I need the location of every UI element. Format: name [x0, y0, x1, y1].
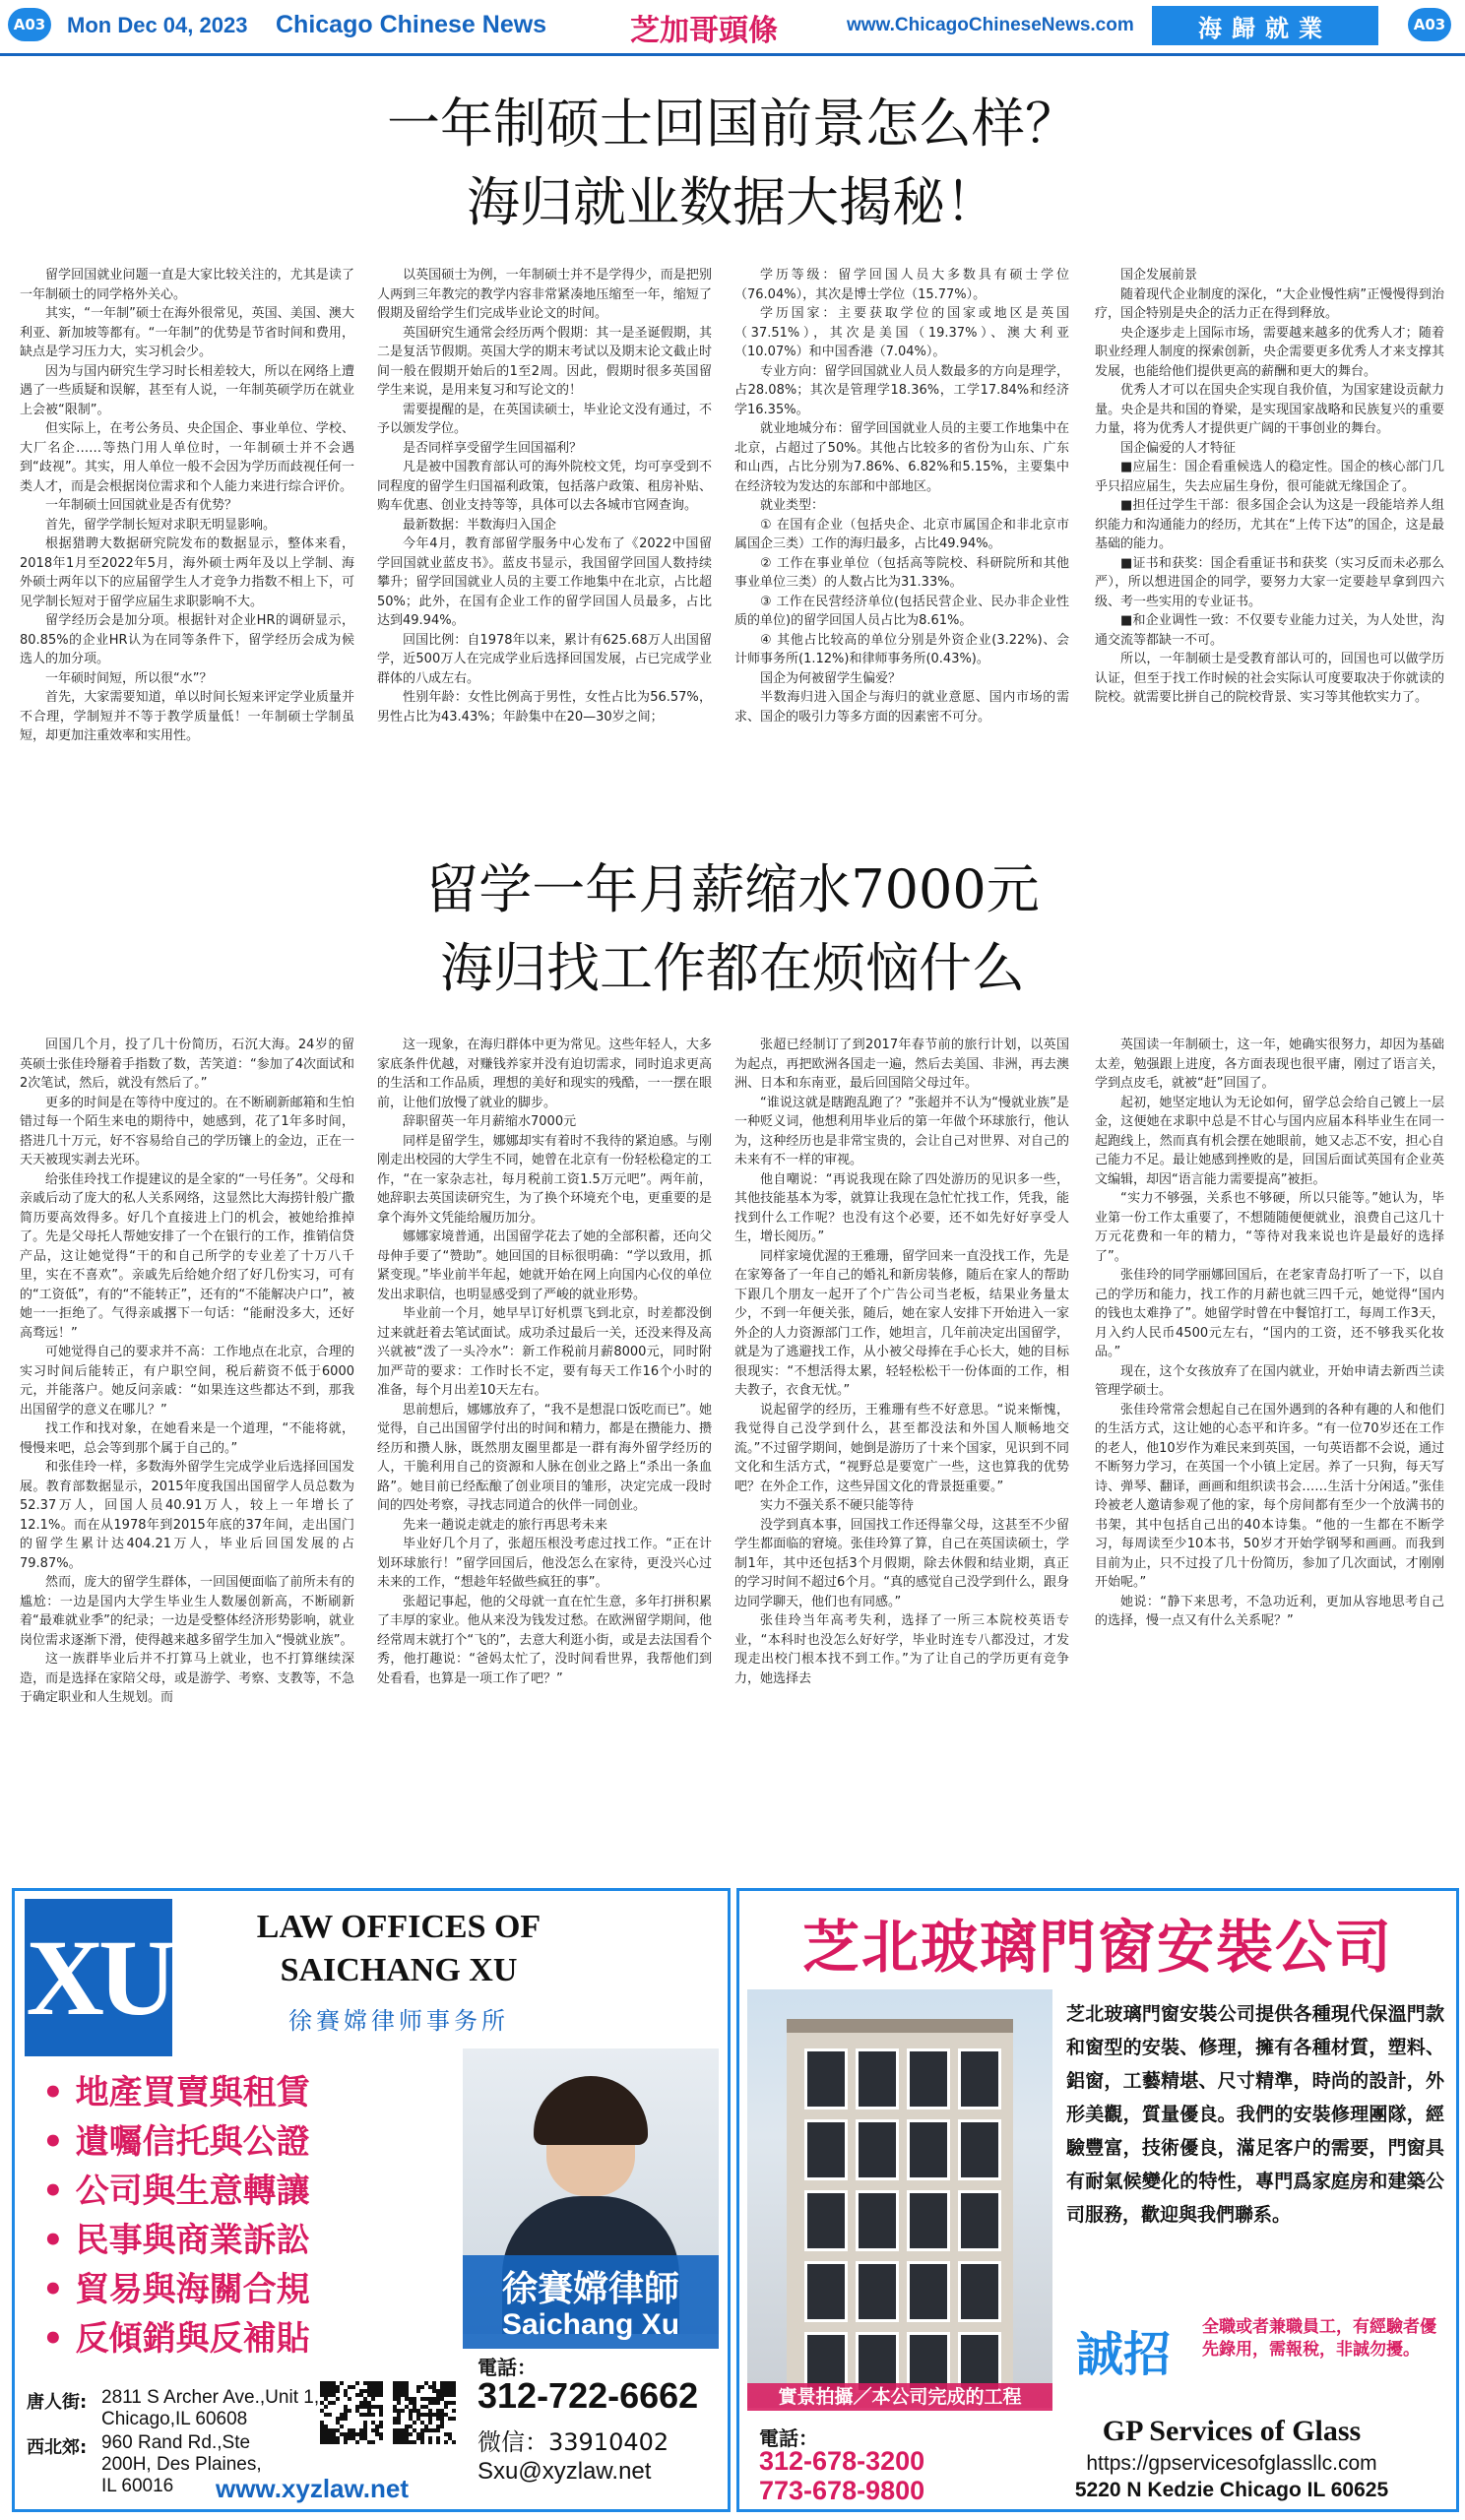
service-label: 民事與商業訴訟: [75, 2221, 310, 2260]
hiring-badge: 誠招: [1076, 2327, 1172, 2382]
glass-phone-1[interactable]: 312-678-3200: [759, 2446, 925, 2476]
article2-column-3: [734, 1036, 1069, 1877]
paragraph: 他自嘲说：“再说我现在除了四处游历的见识多一些，其他技能基本为零，就算让我现在急忙忙找工作，凭我，能找到什么工作呢？也没有这个必要，还不如先好好享受人生，增长阅历。”: [734, 1171, 1069, 1244]
paragraph: 思前想后，娜娜放弃了，“我不是想混口饭吃而已”。她觉得，自己出国留学付出的时间和精力，都是在攒能力、攒经历和攒人脉，既然朋友圈里都是一群有海外留学经历的人，干脆利用自己的资源和人脉在创业之路上“杀出一条血路”。她目前已经酝酿了创业项目的雏形，决定完成一段时间的四处考察，寻找志同道合的伙伴一同创业。: [377, 1402, 712, 1513]
law-wechat: 微信：33910402: [478, 2428, 669, 2456]
paragraph: 实力不强关系不硬只能等待: [760, 1498, 915, 1513]
paragraph: 辞职留英一年月薪缩水7000元: [403, 1114, 577, 1129]
service-label: 地產買賣與租賃: [75, 2073, 310, 2112]
paragraph: 张佳玲的同学丽娜回国后，在老家青岛打听了一下，以自己的学历和能力，找工作的月薪也就三四千元，她觉得“国内的钱也太难挣了”。她留学时曾在中餐馆打工，每周工作3天，月入约人民币4500元左右，“国内的工资，还不够我买化妆品。”: [1095, 1268, 1444, 1359]
bullet-icon: •: [42, 2122, 76, 2162]
article1-title-line2: 海归就业数据大揭秘！: [467, 171, 998, 233]
paragraph: 留学回国就业问题一直是大家比较关注的，尤其是读了一年制硕士的同学格外关心。: [20, 268, 354, 302]
glass-company-name-en: GP Services of Glass: [1102, 2415, 1362, 2447]
paragraph: 这一族群毕业后并不打算马上就业，也不打算继续深造，而是选择在家陪父母，或是游学、考察、支教等，不急于确定职业和人生规划。而: [20, 1652, 354, 1705]
article1-column-1: [20, 266, 354, 851]
lawyer-name-en: Saichang Xu: [501, 2308, 680, 2341]
service-item: [42, 2167, 416, 2216]
paragraph: 张佳玲当年高考失利，选择了一所三本院校英语专业，“本科时也没怎么好好学，毕业时连专八都没过，才发现走出校门根本找不到工作。”为了让自己的学历更有竞争力，她选择去: [734, 1613, 1069, 1686]
paragraph: ② 工作在事业单位（包括高等院校、科研院所和其他事业单位三类）的人数占比为31.33%。: [734, 555, 1069, 590]
building-window: [856, 2119, 899, 2180]
paragraph: ■应届生：国企看重候选人的稳定性。国企的核心部门几乎只招应届生，失去应届生身份，很可能就无缘国企了。: [1095, 460, 1444, 494]
paragraph: 同样家境优渥的王雅珊，留学回来一直没找工作，先是在家筹备了一年自己的婚礼和新房装修，随后在家人的帮助下跟几个朋友一起开了个广告公司当老板，结果业务量太少，不到一年便关张，随后，她在家人安排下开始进入一家外企的人力资源部门工作，她坦言，几年前决定出国留学，就是为了逃避找工作，从小被父母捧在手心长大，她的目标很现实：“不想活得太累，轻轻松松干一份体面的工作，相夫教子，衣食无忧。”: [734, 1248, 1069, 1398]
article2-title-line1: 留学一年月薪缩水7000元: [425, 858, 1040, 920]
glass-address: 5220 N Kedzie Chicago IL 60625: [1074, 2479, 1389, 2501]
law-logo: XU: [25, 1899, 172, 2056]
paragraph-list: [377, 1036, 712, 1688]
paragraph-list: [20, 266, 354, 746]
paragraph: 就业类型：: [760, 498, 825, 513]
office1-address-line2: Chicago,IL 60608: [101, 2409, 248, 2429]
paragraph: 可她觉得自己的要求并不高：工作地点在北京，合理的实习时间后能转正，有户职空间，税后薪资不低于6000元，并能落户。她反问亲戚：“如果连这些都达不到，那我出国留学的意义在哪儿？”: [20, 1345, 354, 1418]
section-label: 海歸就業: [1152, 6, 1378, 45]
paragraph: 毕业前一个月，她早早订好机票飞到北京，时差都没倒过来就赶着去笔试面试。成功杀过最后一关，还没来得及高兴就被“泼了一头冷水”：新工作税前月薪8000元，同时附加严苛的要求：工作时长不定，要有每天工作16个小时的准备，每个月出差10天左右。: [377, 1306, 712, 1398]
article2-column-1: [20, 1036, 354, 1877]
article2-column-2: [377, 1036, 712, 1877]
service-item: [42, 2216, 416, 2265]
building-window: [958, 2190, 1001, 2251]
paragraph: 她说：“静下来思考，不急功近利，更加从容地思考自己的选择，慢一点又有什么关系呢？”: [1095, 1594, 1444, 1628]
paragraph: 英国研究生通常会经历两个假期：其一是圣诞假期，其二是复活节假期。英国大学的期末考试以及期末论文截止时间一般在假期开始后的1至2周。因此，假期时很多英国留学生来说，是用来复习和写论文的！: [377, 325, 712, 398]
paragraph: 就业地城分布：留学回国就业人员的主要工作地集中在北京，占超过了50%。其他占比较多的省份为山东、广东和山西，占比分别为7.86%、6.82%和5.15%，主要集中在经济较为发达的东部和中部地区。: [734, 421, 1069, 494]
page-number-badge-left: A03: [8, 8, 51, 41]
building-window: [856, 2048, 899, 2110]
paragraph: 国企为何被留学生偏爱？: [760, 670, 902, 686]
law-email[interactable]: Sxu@xyzlaw.net: [478, 2458, 652, 2485]
paragraph: 其实，“一年制”硕士在海外很常见，英国、美国、澳大利亚、新加坡等都有。“一年制”的优势是节省时间和费用，缺点是学习压力大，实习机会少。: [20, 306, 354, 359]
service-label: 遺囑信托與公證: [75, 2122, 310, 2162]
paragraph: 但实际上，在考公务员、央企国企、事业单位、学校、大厂名企……等热门用人单位时，一年制硕士并不会遇到“歧视”。其实，用人单位一般不会因为学历而歧视任何一类人才，而是会根据岗位需求和个人能力来进行综合评价。: [20, 421, 354, 494]
paragraph: 留学经历会是加分项。根据针对企业HR的调研显示，80.85%的企业HR认为在同等条件下，留学经历会成为候选人的加分项。: [20, 613, 354, 666]
hiring-text: 全職或者兼職員工，有經驗者優先錄用，需報稅，非誠勿擾。: [1202, 2317, 1436, 2360]
paragraph: 国企偏爱的人才特征: [1120, 440, 1237, 456]
bullet-icon: •: [42, 2270, 76, 2309]
paragraph: 今年4月，教育部留学服务中心发布了《2022中国留学回国就业蓝皮书》。蓝皮书显示，我国留学回国人数持续攀升；留学回国就业人员的主要工作地集中在北京，占比超50%；此外，在国有企业工作的留学回国人员最多，占比达到49.94%。: [377, 536, 712, 628]
newspaper-name: Chicago Chinese News: [276, 11, 547, 38]
paragraph: 首先，留学学制长短对求职无明显影响。: [45, 517, 277, 533]
law-firm-title-line1: LAW OFFICES OF: [256, 1909, 541, 1945]
paragraph-list: [1095, 266, 1444, 708]
paragraph: 需要提醒的是，在英国读硕士，毕业论文没有通过，不予以颁发学位。: [377, 402, 712, 436]
paragraph: “实力不够强，关系也不够硬，所以只能等。”她认为，毕业第一份工作太重要了，不想随随便便就业，浪费自己这几十万元花费和一年的精力，“等待对我来说也许是最好的选择了”。: [1095, 1191, 1444, 1264]
article1-column-3: [734, 266, 1069, 851]
paragraph: 优秀人才可以在国央企实现自我价值，为国家建设贡献力量。央企是共和国的脊梁，是实现国家战略和民族复兴的重要力量，将为优秀人才提供更广阔的干事创业的舞台。: [1095, 383, 1444, 436]
paragraph: 根据猎聘大数据研究院发布的数据显示，整体来看，2018年1月至2022年5月，海外硕士两年及以上学制、海外硕士两年以下的应届留学生人才竞争力指数不相上下，可见学制长短对于留学应届生求职影响不大。: [20, 536, 354, 609]
paragraph-list: [1095, 1036, 1444, 1631]
paragraph: 学历等级：留学回国人员大多数具有硕士学位（76.04%），其次是博士学位（15.77%）。: [734, 268, 1069, 302]
website-qr-code[interactable]: [393, 2381, 456, 2444]
service-item: [42, 2068, 416, 2117]
paragraph: 专业方向：留学回国就业人员人数最多的方向是理学，占28.08%；其次是管理学18.36%，工学17.84%和经济学16.35%。: [734, 363, 1069, 417]
building-window: [804, 2119, 848, 2180]
law-firm-name-cn: 徐賽嫦律师事务所: [288, 2007, 509, 2035]
paragraph-list: [20, 1036, 354, 1708]
law-firm-title-line2: SAICHANG XU: [280, 1952, 518, 1988]
article2-title-line2: 海归找工作都在烦恼什么: [440, 937, 1025, 999]
paragraph: 央企逐步走上国际市场，需要越来越多的优秀人才；随着职业经理人制度的探索创新，央企需要更多优秀人才来支撑其发展，也能给他们提供更高的薪酬和更大的舞台。: [1095, 325, 1444, 379]
newspaper-website[interactable]: www.ChicagoChineseNews.com: [847, 15, 1134, 35]
bullet-icon: •: [42, 2221, 76, 2260]
building-window: [907, 2048, 950, 2110]
paragraph: 凡是被中国教育部认可的海外院校文凭，均可享受到不同程度的留学生归国福利政策，包括落户政策、租房补贴、购车优惠、创业支持等等，具体可以去各城市官网查询。: [377, 460, 712, 513]
glass-phone-2[interactable]: 773-678-9800: [759, 2476, 925, 2505]
office2-address-line2: 200H, Des Plaines,: [101, 2454, 262, 2475]
service-label: 反傾銷與反補貼: [75, 2319, 310, 2359]
paragraph: ■证书和获奖：国企看重证书和获奖（实习反而未必那么严），所以想进国企的同学，要努力大家一定要趁早拿到四六级、考一些实用的专业证书。: [1095, 555, 1444, 609]
building-window: [804, 2048, 848, 2110]
bullet-icon: •: [42, 2319, 76, 2359]
paragraph: 然而，庞大的留学生群体，一回国便面临了前所未有的尴尬：一边是国内大学生毕业生人数屡创新高，不断刷新着“最难就业季”的纪录；一边是受整体经济形势影响，就业岗位需求逐渐下滑，使得越来越多留学生加入“慢就业族”。: [20, 1575, 354, 1648]
paragraph: 张超已经制订了到2017年春节前的旅行计划，以英国为起点，再把欧洲各国走一遍，然后去美国、非洲，再去澳洲、日本和东南亚，最后回国陪父母过年。: [734, 1038, 1069, 1091]
building-photo: [747, 1989, 1052, 2408]
service-list: [42, 2068, 416, 2363]
office2-address-line3: IL 60016: [101, 2476, 174, 2496]
paragraph: 张佳玲常常会想起自己在国外遇到的各种有趣的人和他们的生活方式，这让她的心态平和许多。“有一位70岁还在工作的老人，他10岁作为难民来到英国，一句英语都不会说，通过不断努力学习，在英国一个小镇上定居。养了一只狗，每天写诗、弹琴、翻译，画画和组织读书会……生活十分闲适。”张佳玲被老人邀请参观了他的家，每个房间都有至少一个放满书的书架，其中包括自己出的40本诗集。“他的一生都在不断学习，每周读至少10本书，50岁才开始学钢琴和画画。而我到目前为止，只不过投了几十份简历，参加了几次面试，才刚刚开始呢。”: [1095, 1402, 1444, 1590]
paragraph: 回国比例：自1978年以来，累计有625.68万人出国留学，近500万人在完成学业后选择回国发展，占已完成学业群体的八成左右。: [377, 632, 712, 686]
paragraph: 现在，这个女孩放弃了在国内就业，开始申请去新西兰读管理学硕士。: [1095, 1363, 1444, 1398]
paragraph: 给张佳玲找工作提建议的是全家的“一号任务”。父母和亲戚后动了庞大的私人关系网络，这显然比大海捞针般广撒简历要高效得多。好几个直接进上门的机会，被她给推掉了。先是父母托人帮她安排了一个在银行的工作，推销信贷产品，这让她觉得“干的和自己所学的专业差了十万八千里，实在不喜欢”。亲戚先后给她介绍了好几份实习，可有的“工资低”，有的“不能转正”，还有的“不能解决户口”，被她一一拒绝了。气得亲戚撂下一句话：“能耐没多大，还好高骛远！”: [20, 1171, 354, 1341]
paragraph: 回国几个月，投了几十份简历，石沉大海。24岁的留英硕士张佳玲掰着手指数了数，苦笑道：“参加了4次面试和2次笔试，然后，就没有然后了。”: [20, 1038, 354, 1091]
paragraph: 英国读一年制硕士，这一年，她确实很努力，却因为基础太差，勉强跟上进度，各方面表现也很平庸，刚过了语言关，学到点皮毛，就被“赶”回国了。: [1095, 1038, 1444, 1091]
building-window: [907, 2261, 950, 2322]
paragraph: 随着现代企业制度的深化，“大企业慢性病”正慢慢得到治疗，国企特别是央企的活力正在得到释放。: [1095, 286, 1444, 321]
paragraph: 国企发展前景: [1120, 268, 1198, 283]
glass-company-ad[interactable]: [736, 1888, 1459, 2512]
article1-column-2: [377, 266, 712, 851]
paragraph: 性别年龄：女性比例高于男性，女性占比为56.57%，男性占比为43.43%；年龄集中在20—30岁之间；: [377, 690, 712, 724]
paragraph: 起初，她坚定地认为无论如何，留学总会给自己镀上一层金，这便她在求职中总是不甘心与国内应届本科毕业生在同一起跑线上，然而真有机会摆在她眼前，她又忐忑不安，担心自己能力不足。最让她感到挫败的是，回国后面试英国有企业英文编辑，却因“语言能力需要提高”被拒。: [1095, 1095, 1444, 1187]
law-office-ad[interactable]: [12, 1888, 731, 2512]
article1-title-line1: 一年制硕士回国前景怎么样？: [387, 93, 1078, 155]
law-phone-label: 電話：: [478, 2356, 537, 2379]
building-window: [804, 2190, 848, 2251]
glass-phone-label: 電話：: [759, 2426, 818, 2450]
office1-label: 唐人街:: [27, 2392, 88, 2413]
paragraph: 是否同样享受留学生回国福利？: [403, 440, 583, 456]
page-header: [0, 0, 1465, 56]
paragraph: 最新数据：半数海归入国企: [403, 517, 557, 533]
wechat-qr-code[interactable]: [320, 2381, 383, 2444]
building-window: [856, 2190, 899, 2251]
paragraph: 张超记事起，他的父母就一直在忙生意，多年打拼积累了丰厚的家业。他从来没为钱发过愁。在欧洲留学期间，他经常周末就打个“飞的”，去意大利逛小街，或是去法国看个秀，他打趣说：“爸妈太忙了，没时间看世界，我帮他们到处看看，也算是一项工作了吧？”: [377, 1594, 712, 1686]
paragraph: 所以，一年制硕士是受教育部认可的，回国也可以做学历认证，但至于找工作时候的社会实际认可度要取决于你就读的院校。就需要比拼自己的院校背景、实习等其他软实力了。: [1095, 652, 1444, 705]
paragraph: ■和企业调性一致：不仅要专业能力过关，为人处世，沟通交流等都缺一不可。: [1095, 613, 1444, 648]
photo-caption: 實景拍攝／本公司完成的工程: [747, 2383, 1052, 2411]
glass-company-description: 芝北玻璃門窗安裝公司提供各種現代保溫門款和窗型的安裝、修理，擁有各種材質，塑料、鋁窗，工藝精堪、尺寸精準，時尚的設計，外形美觀，質量優良。我們的安裝修理團隊，經驗豐富，技術優良，滿足客户的需要，門窗具有耐氣候變化的特性，專門爲家庭房和建築公司服務，歡迎與我們聯系。: [1066, 2003, 1444, 2226]
building-window: [856, 2261, 899, 2322]
bullet-icon: •: [42, 2073, 76, 2112]
paragraph: ③ 工作在民营经济单位(包括民营企业、民办非企业性质的单位)的留学回国人员占比为8.61%。: [734, 594, 1069, 628]
paragraph: 以英国硕士为例，一年制硕士并不是学得少，而是把别人两到三年教完的教学内容非常紧凑地压缩至一年，缩短了假期及留给学生们完成毕业论文的时间。: [377, 268, 712, 321]
service-item: [42, 2314, 416, 2363]
lawyer-name-banner: [463, 2255, 719, 2349]
building-window: [907, 2190, 950, 2251]
paragraph: 娜娜家境普通，出国留学花去了她的全部积蓄，还向父母伸手要了“赞助”。她回国的目标很明确：“学以致用，抓紧变现。”毕业前半年起，她就开始在网上向国内心仪的单位发出求职信，也明显感受到了严峻的就业形势。: [377, 1229, 712, 1302]
paragraph: 这一现象，在海归群体中更为常见。这些年轻人，大多家底条件优越，对赚钱养家并没有迫切需求，同时追求更高的生活和工作品质，理想的美好和现实的残酷，一一摆在眼前，让他们放慢了就业的脚步。: [377, 1038, 712, 1110]
bullet-icon: •: [42, 2172, 76, 2211]
paragraph-list: [734, 266, 1069, 726]
building-window: [958, 2048, 1001, 2110]
paragraph: 同样是留学生，娜娜却实有着时不我待的紧迫感。与刚刚走出校园的大学生不同，她曾在北京有一份轻松稳定的工作，“在一家杂志社，每月税前工资1.5万元吧”。两年前，她辞职去英国读研究生，为了换个环境充个电，更重要的是拿个海外文凭能给履历加分。: [377, 1133, 712, 1226]
office2-address-line1: 960 Rand Rd.,Ste: [101, 2432, 251, 2453]
lawyer-name-cn: 徐賽嫦律師: [501, 2269, 679, 2309]
service-item: [42, 2265, 416, 2314]
paragraph: 一年制硕士回国就业是否有优势？: [45, 498, 238, 513]
issue-date: Mon Dec 04, 2023: [67, 13, 248, 37]
paragraph-list: [734, 1036, 1069, 1688]
newspaper-name-cn: 芝加哥頭條: [630, 14, 778, 48]
paragraph: 先来一趟说走就走的旅行再思考未来: [403, 1517, 608, 1533]
paragraph: 没学到真本事，回国找工作还得靠父母，这甚至不少留学生都面临的窘境。张佳玲算了算，自己在英国读硕士，学制1年，其中还包括3个月假期，除去休假和结业期，真正的学习时间不超过6个月。“真的感觉自己没学到什么，跟身边同学聊天，他们也有同感。”: [734, 1517, 1069, 1609]
service-item: [42, 2117, 416, 2167]
paragraph: 找工作和找对象，在她看来是一个道理，“不能将就，慢慢来吧，总会等到那个属于自己的。”: [20, 1421, 354, 1456]
building-window: [958, 2261, 1001, 2322]
paragraph: ① 在国有企业（包括央企、北京市属国企和非北京市属国企三类）工作的海归最多，占比49.94%。: [734, 517, 1069, 551]
building-window: [958, 2119, 1001, 2180]
paragraph: 学历国家：主要获取学位的国家或地区是英国（37.51%），其次是美国（19.37%）、澳大利亚（10.07%）和中国香港（7.04%）。: [734, 306, 1069, 359]
building-window: [907, 2119, 950, 2180]
paragraph: 毕业好几个月了，张超压根没考虑过找工作。“正在计划环球旅行！”留学回国后，他没怎么在家待，更没兴心过未来的工作，“想趁年轻做些疯狂的事”。: [377, 1537, 712, 1590]
law-phone[interactable]: 312-722-6662: [478, 2375, 699, 2416]
paragraph: 首先，大家需要知道，单以时间长短来评定学业质量并不合理，学制短并不等于教学质量低！一年制硕士学制虽短，却更加注重效率和实用性。: [20, 690, 354, 743]
page-number-badge-right: A03: [1408, 8, 1451, 41]
paragraph: ④ 其他占比较高的单位分别是外资企业(3.22%)、会计师事务所(1.12%)和律师事务所(0.43%)。: [734, 632, 1069, 666]
glass-company-title: 芝北玻璃門窗安裝公司: [801, 1914, 1393, 1981]
article2-column-4: [1095, 1036, 1444, 1877]
paragraph: 和张佳玲一样，多数海外留学生完成学业后选择回国发展。教育部数据显示，2015年度我国出国留学人员总数为52.37万人，回国人员40.91万人，较上一年增长了12.1%。而在从1978年到2015年底的37年间，走出国门的留学生累计达404.21万人，毕业后回国发展的占79.87%。: [20, 1460, 354, 1571]
paragraph-list: [377, 266, 712, 726]
paragraph: “谁说这就是瞎跑乱跑了？”张超并不认为“慢就业族”是一种贬义词，他想利用毕业后的第一年做个环球旅行，他认为，这种经历也是非常宝贵的，会让自己对世界、对自己的未来有不一样的审视。: [734, 1095, 1069, 1167]
article1-column-4: [1095, 266, 1444, 851]
service-label: 公司與生意轉讓: [75, 2172, 310, 2211]
law-website[interactable]: www.xyzlaw.net: [215, 2474, 409, 2503]
paragraph: 半数海归进入国企与海归的就业意愿、国内市场的需求、国企的吸引力等多方面的因素密不可分。: [734, 690, 1069, 724]
paragraph: ■担任过学生干部：很多国企会认为这是一段能培养人组织能力和沟通能力的经历，尤其在“上传下达”的国企，这是最基础的能力。: [1095, 498, 1444, 551]
paragraph: 因为与国内研究生学习时长相差较大，所以在网络上遭遇了一些质疑和误解，甚至有人说，一年制英硕学历在就业上会被“限制”。: [20, 363, 354, 417]
paragraph: 更多的时间是在等待中度过的。在不断刷新邮箱和生怕错过每一个陌生来电的期待中，她感到，花了1年多时间，搭进几十万元，好不容易给自己的学历镶上的金边，正在一天天被现实剥去光环。: [20, 1095, 354, 1167]
office1-address-line1: 2811 S Archer Ave.,Unit 1,: [101, 2387, 320, 2408]
building-window: [804, 2261, 848, 2322]
paragraph: 一年硕时间短，所以很“水”？: [45, 670, 213, 686]
glass-website[interactable]: https://gpservicesofglassllc.com: [1086, 2452, 1377, 2475]
service-label: 貿易與海關合規: [75, 2270, 310, 2309]
office2-label: 西北郊:: [27, 2437, 88, 2458]
paragraph: 说起留学的经历，王雅珊有些不好意思。“说来惭愧，我觉得自己没学到什么，甚至都没法和外国人顺畅地交流。”不过留学期间，她倒是游历了十来个国家，见识到不同文化和生活方式，“视野总是要宽广一些，这也算我的优势吧？在外企工作，这些异国文化的背景挺重要。”: [734, 1402, 1069, 1494]
